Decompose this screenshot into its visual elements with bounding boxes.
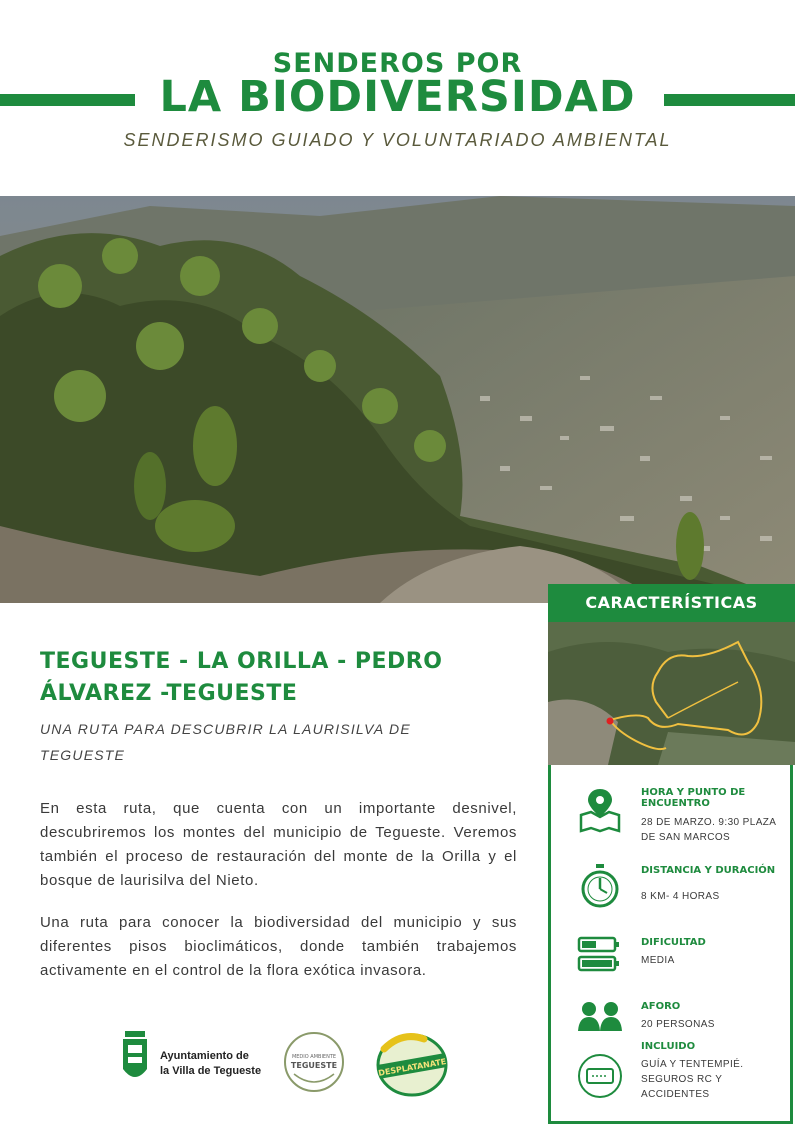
medio-ambiente-logo [280, 1030, 348, 1094]
ayuntamiento-name [160, 1049, 261, 1079]
header [0, 0, 795, 196]
characteristics-heading: CARACTERÍSTICAS [548, 584, 795, 622]
characteristic-meeting-point [551, 783, 791, 853]
difficulty-label: DIFICULTAD [641, 937, 706, 948]
ticket-icon [577, 1053, 623, 1099]
stopwatch-icon [577, 863, 623, 909]
ayuntamiento-logo [115, 1029, 265, 1091]
characteristic-distance [551, 861, 791, 921]
ayuntamiento-line-1: Ayuntamiento de [160, 1050, 249, 1062]
characteristics-panel [548, 765, 793, 1124]
battery-icon [577, 935, 623, 975]
route-title-line-1: TEGUESTE - LA ORILLA - PEDRO [40, 649, 443, 674]
capacity-value: 20 PERSONAS [641, 1019, 715, 1030]
route-title [40, 646, 500, 710]
difficulty-value: MEDIA [641, 955, 675, 966]
included-label: INCLUIDO [641, 1041, 696, 1052]
coat-of-arms-icon [115, 1029, 155, 1091]
logo-row [110, 1025, 470, 1100]
meeting-point-value: 28 DE MARZO. 9:30 PLAZA DE SAN MARCOS [641, 817, 776, 843]
characteristic-included [551, 1041, 791, 1111]
route-map [548, 622, 795, 765]
characteristic-capacity [551, 999, 791, 1039]
desplatanate-text: DESPLATANATE [377, 1057, 447, 1078]
route-title-line-2: ÁLVAREZ -TEGUESTE [40, 681, 298, 706]
hero-photo [0, 196, 795, 603]
route-map-image [548, 622, 795, 765]
title-line-2: LA BIODIVERSIDAD [159, 72, 636, 122]
route-paragraph-1: En esta ruta, que cuenta con un importante desnivel, descubriremos los montes del municipio de Tegueste. Veremos también el proceso de restauración del monte de la Orilla y el bosque de laurisilva del Nieto. [40, 800, 517, 889]
landscape-image [0, 196, 795, 603]
medio-ambiente-line-1: MEDIO AMBIENTE [291, 1054, 337, 1060]
route-subtitle: UNA RUTA PARA DESCUBRIR LA LAURISILVA DE TEGUESTE [40, 721, 411, 763]
desplatanate-badge-icon [372, 1029, 452, 1099]
map-pin-icon [577, 787, 623, 833]
ayuntamiento-line-2: la Villa de Tegueste [160, 1065, 262, 1077]
distance-label: DISTANCIA Y DURACIÓN [641, 865, 776, 876]
people-icon [577, 999, 623, 1035]
route-paragraph-2: Una ruta para conocer la biodiversidad del municipio y sus diferentes pisos bioclimáticos, donde también trabajemos activamente en el control de la flora exótica invasora. [40, 914, 517, 979]
characteristic-difficulty [551, 933, 791, 981]
desplatanate-logo [372, 1029, 452, 1099]
title-line-1: SENDEROS POR [272, 48, 523, 79]
included-value: GUÍA Y TENTEMPIÉ. SEGUROS RC Y ACCIDENTES [641, 1059, 744, 1100]
distance-value: 8 KM- 4 HORAS [641, 891, 720, 902]
start-marker-icon [607, 718, 614, 725]
capacity-label: AFORO [641, 1001, 681, 1012]
medio-ambiente-line-2: TEGUESTE [290, 1061, 338, 1070]
meeting-point-label: HORA Y PUNTO DE ENCUENTRO [641, 787, 746, 809]
header-subtitle: SENDERISMO GUIADO Y VOLUNTARIADO AMBIENTAL [123, 130, 672, 150]
medio-ambiente-seal-icon [280, 1030, 348, 1094]
